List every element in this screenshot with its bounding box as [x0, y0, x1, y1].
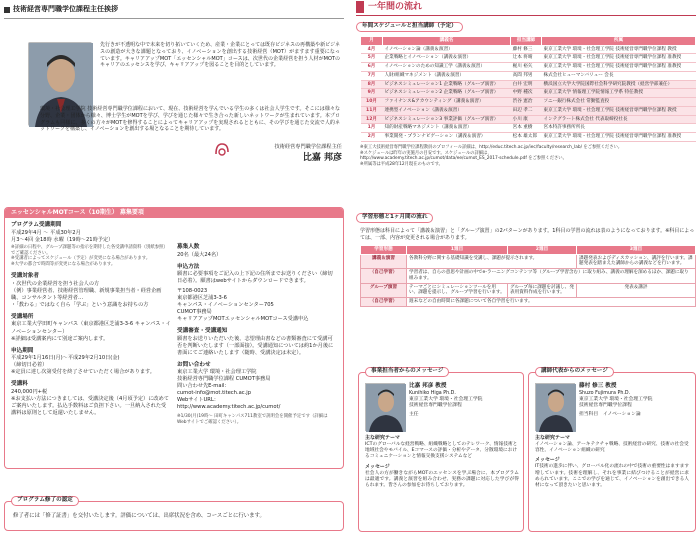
schedule-lecturer: 渋谷 憲治 [511, 98, 542, 107]
schedule-affiliation: 横浜国立大学大学院国際社会科学研究院教授（経営学部兼任） [542, 80, 696, 89]
schedule-month: 10月 [361, 98, 383, 107]
contact-label: お問い合わせ [177, 361, 211, 368]
contact-text[interactable]: 東京工業大学 環境・社会理工学院 技術経営専門職学位課程 CUMOT事務局 問い合わせ先E-mail： cumot-info@mot.titech.ac.jp WebサイトURL： http://www.academy.titech.ac.jp/cumot/ [177, 369, 281, 411]
schedule-header-affiliation: 所属 [542, 37, 696, 46]
schedule-affiliation: ソニー銀行株式会社 常勤監査役 [542, 98, 696, 107]
lecturer-field-label: 主な研究テーマ [365, 435, 401, 441]
study-week3: 課題発表およびディスカッション、講評を行います。課題発表を踏まえた講師からの講義などを行います。 [577, 254, 696, 268]
lecturer-field: ICTのグローバルな経営戦略、組織戦略としてのテレワーク、情報技術と地域社会やモバイル、Eコマースの評価・分析やデータ、分散環境におけるコミュニケーションと情報交換支援システムなど [365, 441, 518, 460]
study-section [356, 213, 696, 223]
schedule-affiliation: 宮本特許事務所所長 [542, 124, 696, 133]
schedule-affiliation: 東京工業大学 環境・社会理工学院 技術経営専門職学位課程 准教授 [542, 63, 696, 72]
study-table-wrap [360, 245, 696, 307]
apply-period-label: 申込期間 [11, 347, 34, 354]
study-type: 講義＆演習 [361, 254, 407, 268]
schedule-month: 1月 [361, 124, 383, 133]
schedule-affiliation: 東京工業大学 環境・社会理工学院 技術経営専門職学位課程 教授 [542, 45, 696, 54]
schedule-row [361, 98, 696, 107]
schedule-course: ビジネスシミュレーション1 企業戦略（グループ演習） [383, 80, 511, 89]
target-label: 受講対象者 [11, 273, 39, 280]
recruitment-left-col [11, 222, 171, 417]
schedule-month: 2月 [361, 133, 383, 142]
method-label: 申込方法 [177, 263, 200, 270]
schedule-course: 人財/組織マネジメント（講義＆演習） [383, 71, 511, 80]
schedule-header-course: 講義名 [383, 37, 511, 46]
schedule-month: 7月 [361, 71, 383, 80]
schedule-lecturer: 小川 康 [511, 115, 542, 124]
schedule-affiliation: 東京工業大学 情報理工学院情報工学系 特任教授 [542, 89, 696, 98]
fee-text: 240,000円+税 ※お支払い方法につきましては、受講決定後（4月頃予定）に改めてご案内いたします。払込手数料はご負担下さい。一旦納入された受講料は原則として返還いたしません。 [11, 388, 169, 416]
study-header-week2: 2週目 [508, 246, 577, 255]
screening-text: 願書をお送りいただいた後、志望理由書などの書類審査にて受講可否を判断いたします（一部面接）。受講通知については約1か月後に書面にてご連絡いたします（随時、受講決定は未定）。 [177, 335, 334, 356]
study-type: （自己学習） [361, 298, 407, 307]
study-week3: 発表＆講評 [577, 283, 696, 297]
schedule-lecturer: 白井 宏明 [511, 80, 542, 89]
recruitment-right-col [177, 222, 337, 426]
study-table [360, 245, 696, 307]
mailing-address: 〒108-0023 東京都港区芝浦3-3-6 キャンパス・イノベーションセンター705 CUMOT事務局 キャリアアップMOTエッセンシャルMOTコース受講申込 [177, 288, 309, 323]
lecturer-name-en: Shuzo Fujimura Ph.D. [579, 390, 631, 396]
recruitment-panel [4, 207, 344, 469]
schedule-row [361, 89, 696, 98]
program-period: 平成29年4月 〜 平成30年2月 月3〜4回 金18時 水曜（19時〜21時予定） [11, 229, 114, 243]
signature-title: 技術経営専門職学位課程主任 [274, 144, 342, 150]
study-intro: 学習形態は科目によって「講義＆演習」と「グループ演習」の2パターンがあります。1科目の学習の流れは表のようになっております。※科目によっては、一部、内容が変更される場合があります。 [360, 228, 695, 241]
study-row [361, 269, 696, 283]
schedule-row [361, 54, 696, 63]
schedule-affiliation: 東京工業大学 環境・社会理工学院 技術経営専門職学位課程 准教授 [542, 54, 696, 63]
apply-period-text: 平成29年1月16日(月)〜平成29年2月10日(金) （締切日必着） ※定員に達し次第受付を終了させていただく場合があります。 [11, 355, 155, 376]
study-label: 学習形態と1ヶ月間の流れ [356, 213, 433, 223]
schedule-affiliation: インテグラート株式会社 代表取締役社長 [542, 115, 696, 124]
study-header-week3: 3週目 [577, 246, 696, 255]
schedule-affiliation: 東京工業大学 環境・社会理工学院 技術経営専門職学位課程 准教授 [542, 133, 696, 142]
schedule-course: 連携型イノベーション（講義＆演習） [383, 106, 511, 115]
divider [4, 18, 344, 19]
greeting-paragraph-2: 環境・社会理工学院 技術経営専門職学位課程において、現在、技術経営を学んでいる学生の多くは社会人学生です。そこには様々な分野、企業・団体から様々、博士学生がMOTを学び、学びを通じた様々で生き合った新しいネットワークが生まれています。本プログラムも同様に、多くの方々がMOTを修得することによってキャリアアップを実現されるとともに、その学びを通じた交流で人的ネットワークを構築し、イノベーションを創出する場となることを期待しています。 [40, 106, 340, 133]
schedule-lecturer: 松本 雄太郎 [511, 133, 542, 142]
schedule-affiliation: 株式会社ヒューマンバリュー 会長 [542, 71, 696, 80]
capacity-text: 20名（最大24名） [177, 251, 222, 258]
square-bullet-icon [4, 7, 10, 13]
study-week1: 週末などの自由時間に各課題について各自学習を行います。 [407, 298, 696, 307]
schedule-lecturer: 中野 種次 [511, 89, 542, 98]
capacity-label: 募集人数 [177, 244, 200, 250]
left-section-title: 技術経営専門職学位課程主任挨拶 [13, 5, 118, 14]
schedule-section [356, 22, 696, 32]
study-row [361, 298, 696, 307]
venue-text: 東京工業大学田町キャンパス（東京都港区芝浦3-3-6 キャンパス・イノベーションセンター） ※詳細は受講案内にて別途ご案内します。 [11, 321, 171, 342]
lecturer-affiliation: 東京工業大学 環境・社会理工学院 技術経営専門職学位課程 [579, 397, 653, 409]
schedule-course: 企業戦略とイノベーション（講義＆演習） [383, 54, 511, 63]
completion-panel [4, 497, 344, 531]
schedule-row [361, 80, 696, 89]
method-text: 願書に必要事項をご記入の上下記の住所までお送りください（締切日必着）。願書はwebサイトからダウンロードできます。 [177, 271, 333, 285]
schedule-label: 年間スケジュールと担当講師（予定） [356, 22, 463, 32]
schedule-row [361, 45, 696, 54]
schedule-lecturer: 宮本 重樹 [511, 124, 542, 133]
lecturer-message-label: メッセージ [535, 457, 560, 464]
lecturer-role: 主任 [409, 411, 419, 417]
study-week1: 学習者は、自らの意思や計画の中でe-ラーニングコンテンツ等（グループ学習含む）に取り組み、講義の理解を深めるほか、課題に取り組みます。 [407, 269, 696, 283]
lecturer-name: 比嘉 邦彦 教授 [409, 383, 447, 389]
recruitment-title: エッセンシャルMOTコース（10期生） 募集要項 [5, 208, 343, 218]
study-week1: 各教科分野に関する基礎知識を受講し、課題が提示されます。 [407, 254, 577, 268]
schedule-lecturer: 高間 邦男 [511, 71, 542, 80]
schedule-header-month: 月 [361, 37, 383, 46]
study-header-type: 学習形態 [361, 246, 407, 255]
fee-label: 受講料 [11, 381, 28, 388]
lecturer-message: 社会人の方が働きながらMOTのエッセンスを学ぶ場合に、本プログラムは最適です。講義と演習を組み合わせ、実務の課題に対応した学びが得られます。皆さんの参加をお待ちしております。 [365, 470, 519, 489]
completion-title: プログラム修了の認定 [11, 496, 79, 506]
lecturer-name: 藤村 修三 教授 [579, 383, 617, 389]
schedule-lecturer: 藤村 修三 [511, 45, 542, 54]
study-row [361, 254, 696, 268]
lecturer-message-label: メッセージ [365, 463, 390, 470]
study-type: グループ演習 [361, 283, 407, 297]
schedule-month: 12月 [361, 115, 383, 124]
lecturer-section-title: 事業担当者からのメッセージ [365, 367, 449, 377]
right-section-header [356, 0, 696, 14]
schedule-course: ビジネスシミュレーション2 企業戦略（グループ演習） [383, 89, 511, 98]
schedule-lecturer: 田辺 孝二 [511, 106, 542, 115]
schedule-row [361, 71, 696, 80]
schedule-row [361, 124, 696, 133]
lecturer-card [358, 368, 524, 532]
study-week1: テーマごとにシミュレーションツールを用い、課題を提示し、グループ学習を行います。 [407, 283, 508, 297]
greeting-paragraph-1: 先行きが不透明な中で未来を切り拓いていくため、産業・企業にとっては既存ビジネスの再構築や新ビジネスの創造が大きな課題となっており、イノベーションを創出する技術経営（MOT）がますます重要になっています。キャリアアップMOT「エッセンシャルMOT」コースは、次世代の企業経営を担う人材がMOTのキャリアのエッセンスを学び、キャリアアップを図ることを目的としています。 [100, 42, 340, 69]
schedule-row [361, 63, 696, 72]
schedule-month: 11月 [361, 106, 383, 115]
year-title: 一年間の流れ [368, 1, 423, 12]
schedule-course: 事業開発・プランナビゲーション（講義＆演習） [383, 133, 511, 142]
schedule-course: ビジネスシミュレーション3 事業評価（グループ演習） [383, 115, 511, 124]
schedule-month: 4月 [361, 45, 383, 54]
study-type: （自己学習） [361, 269, 407, 283]
lecturer-field-label: 主な研究テーマ [535, 435, 571, 441]
schedule-row [361, 115, 696, 124]
schedule-month: 8月 [361, 80, 383, 89]
venue-label: 受講場所 [11, 313, 34, 320]
schedule-header-lecturer: 担当講師 [511, 37, 542, 46]
schedule-course: 知的財産戦略マネジメント（講義＆演習） [383, 124, 511, 133]
schedule-month: 5月 [361, 54, 383, 63]
completion-text: 修了者には「修了証書」を交付いたします。評価については、出席状況を含め、コースごとに行います。 [13, 513, 265, 519]
lecturer-role: 担当科目 イノベーション論 [579, 411, 641, 417]
schedule-affiliation: 東京工業大学 環境・社会理工学院 技術経営専門職学位課程 教授 [542, 106, 696, 115]
left-section-header [4, 4, 344, 16]
schedule-table-wrap [360, 36, 696, 168]
lecturer-name-en: Kunihiko Higa Ph.D. [409, 390, 456, 396]
contact-note: ※1/30(月)19時〜 田町キャンパス711教室で説明会を開催予定です（詳細はWebサイトでご確認ください）。 [177, 414, 328, 426]
university-logo [212, 140, 232, 160]
lecturer-section-title: 講師代表からのメッセージ [535, 367, 614, 377]
schedule-course: ファイナンス&アカウンティング（講義＆演習） [383, 98, 511, 107]
lecturer-message: IT技術の進歩に伴い、グローバル化の流れの中で技術の重要性はますます増しています。技術を理解し、それを事業に結びつけることが経営に求められています。ここでの学びを通じて、イノベーションを創出できる人材になって頂きたいと思います。 [535, 464, 690, 489]
schedule-row [361, 133, 696, 142]
target-text: ・次世代の企業経営を担う社会人の方 （例）事業経営者、技術経営管理職、新規事業担当者・経営企画職、コンサルタント等経営者… ・「教わる」ではなく自ら「学ぶ」という意識をお持ちの方 [11, 280, 162, 308]
schedule-month: 9月 [361, 89, 383, 98]
schedule-table [360, 36, 696, 142]
study-week2: グループ毎に課題を討議し、発表用資料作成を行います。 [508, 283, 577, 297]
study-row [361, 283, 696, 297]
lecturer-photo [535, 383, 575, 431]
lecturer-field: イノベーション論、アーキテクチャ戦略、技術経営の研究、技術の社会受容性、イノベーション組織の研究 [535, 441, 689, 454]
lecturer-affiliation: 東京工業大学 環境・社会理工学院 技術経営専門職学位課程 [409, 397, 483, 409]
lecturer-photo [365, 383, 405, 431]
lecturer-card [528, 368, 696, 532]
study-header-week1: 1週目 [407, 246, 508, 255]
schedule-row [361, 106, 696, 115]
schedule-course: イノベーションのための知識工学（講義＆演習） [383, 63, 511, 72]
accent-bar-icon [356, 1, 364, 13]
schedule-lecturer: 辻本 将晴 [511, 54, 542, 63]
program-notes: ※詳細の日程や、グループ課題等の指示を期待した各受講申請資料（別紙参照）でご確認ください。 ※受講者によってスケジュール（予定）が変更になる場合があります。 ※大学の都合で時間等が変更になる場合があります。 [11, 244, 168, 268]
schedule-lecturer: 梶川 裕矢 [511, 63, 542, 72]
screening-label: 受講審査・受講通知 [177, 328, 228, 335]
schedule-month: 6月 [361, 63, 383, 72]
schedule-course: イノベーション論（講義＆演習） [383, 45, 511, 54]
program-period-label: プログラム受講期間 [11, 222, 62, 228]
signature-name: 比嘉 邦彦 [302, 153, 342, 163]
schedule-notes: ※東工大技術経営専門職学位課程教員のプロフィール詳細は、http://educ.titech.ac.jp/iec/faculty/research_lab/ をご参照ください。 ※スケジュールは昨年の実施月の目安です。スケジュールの詳細は、 http://www.academy.titech.ac.jp/cumot/data/ee/cumot_ES_2017-schedule.pdf をご参照ください。 ※所属等は平成28年12月現在のものです。 [360, 144, 623, 168]
divider [356, 15, 696, 16]
